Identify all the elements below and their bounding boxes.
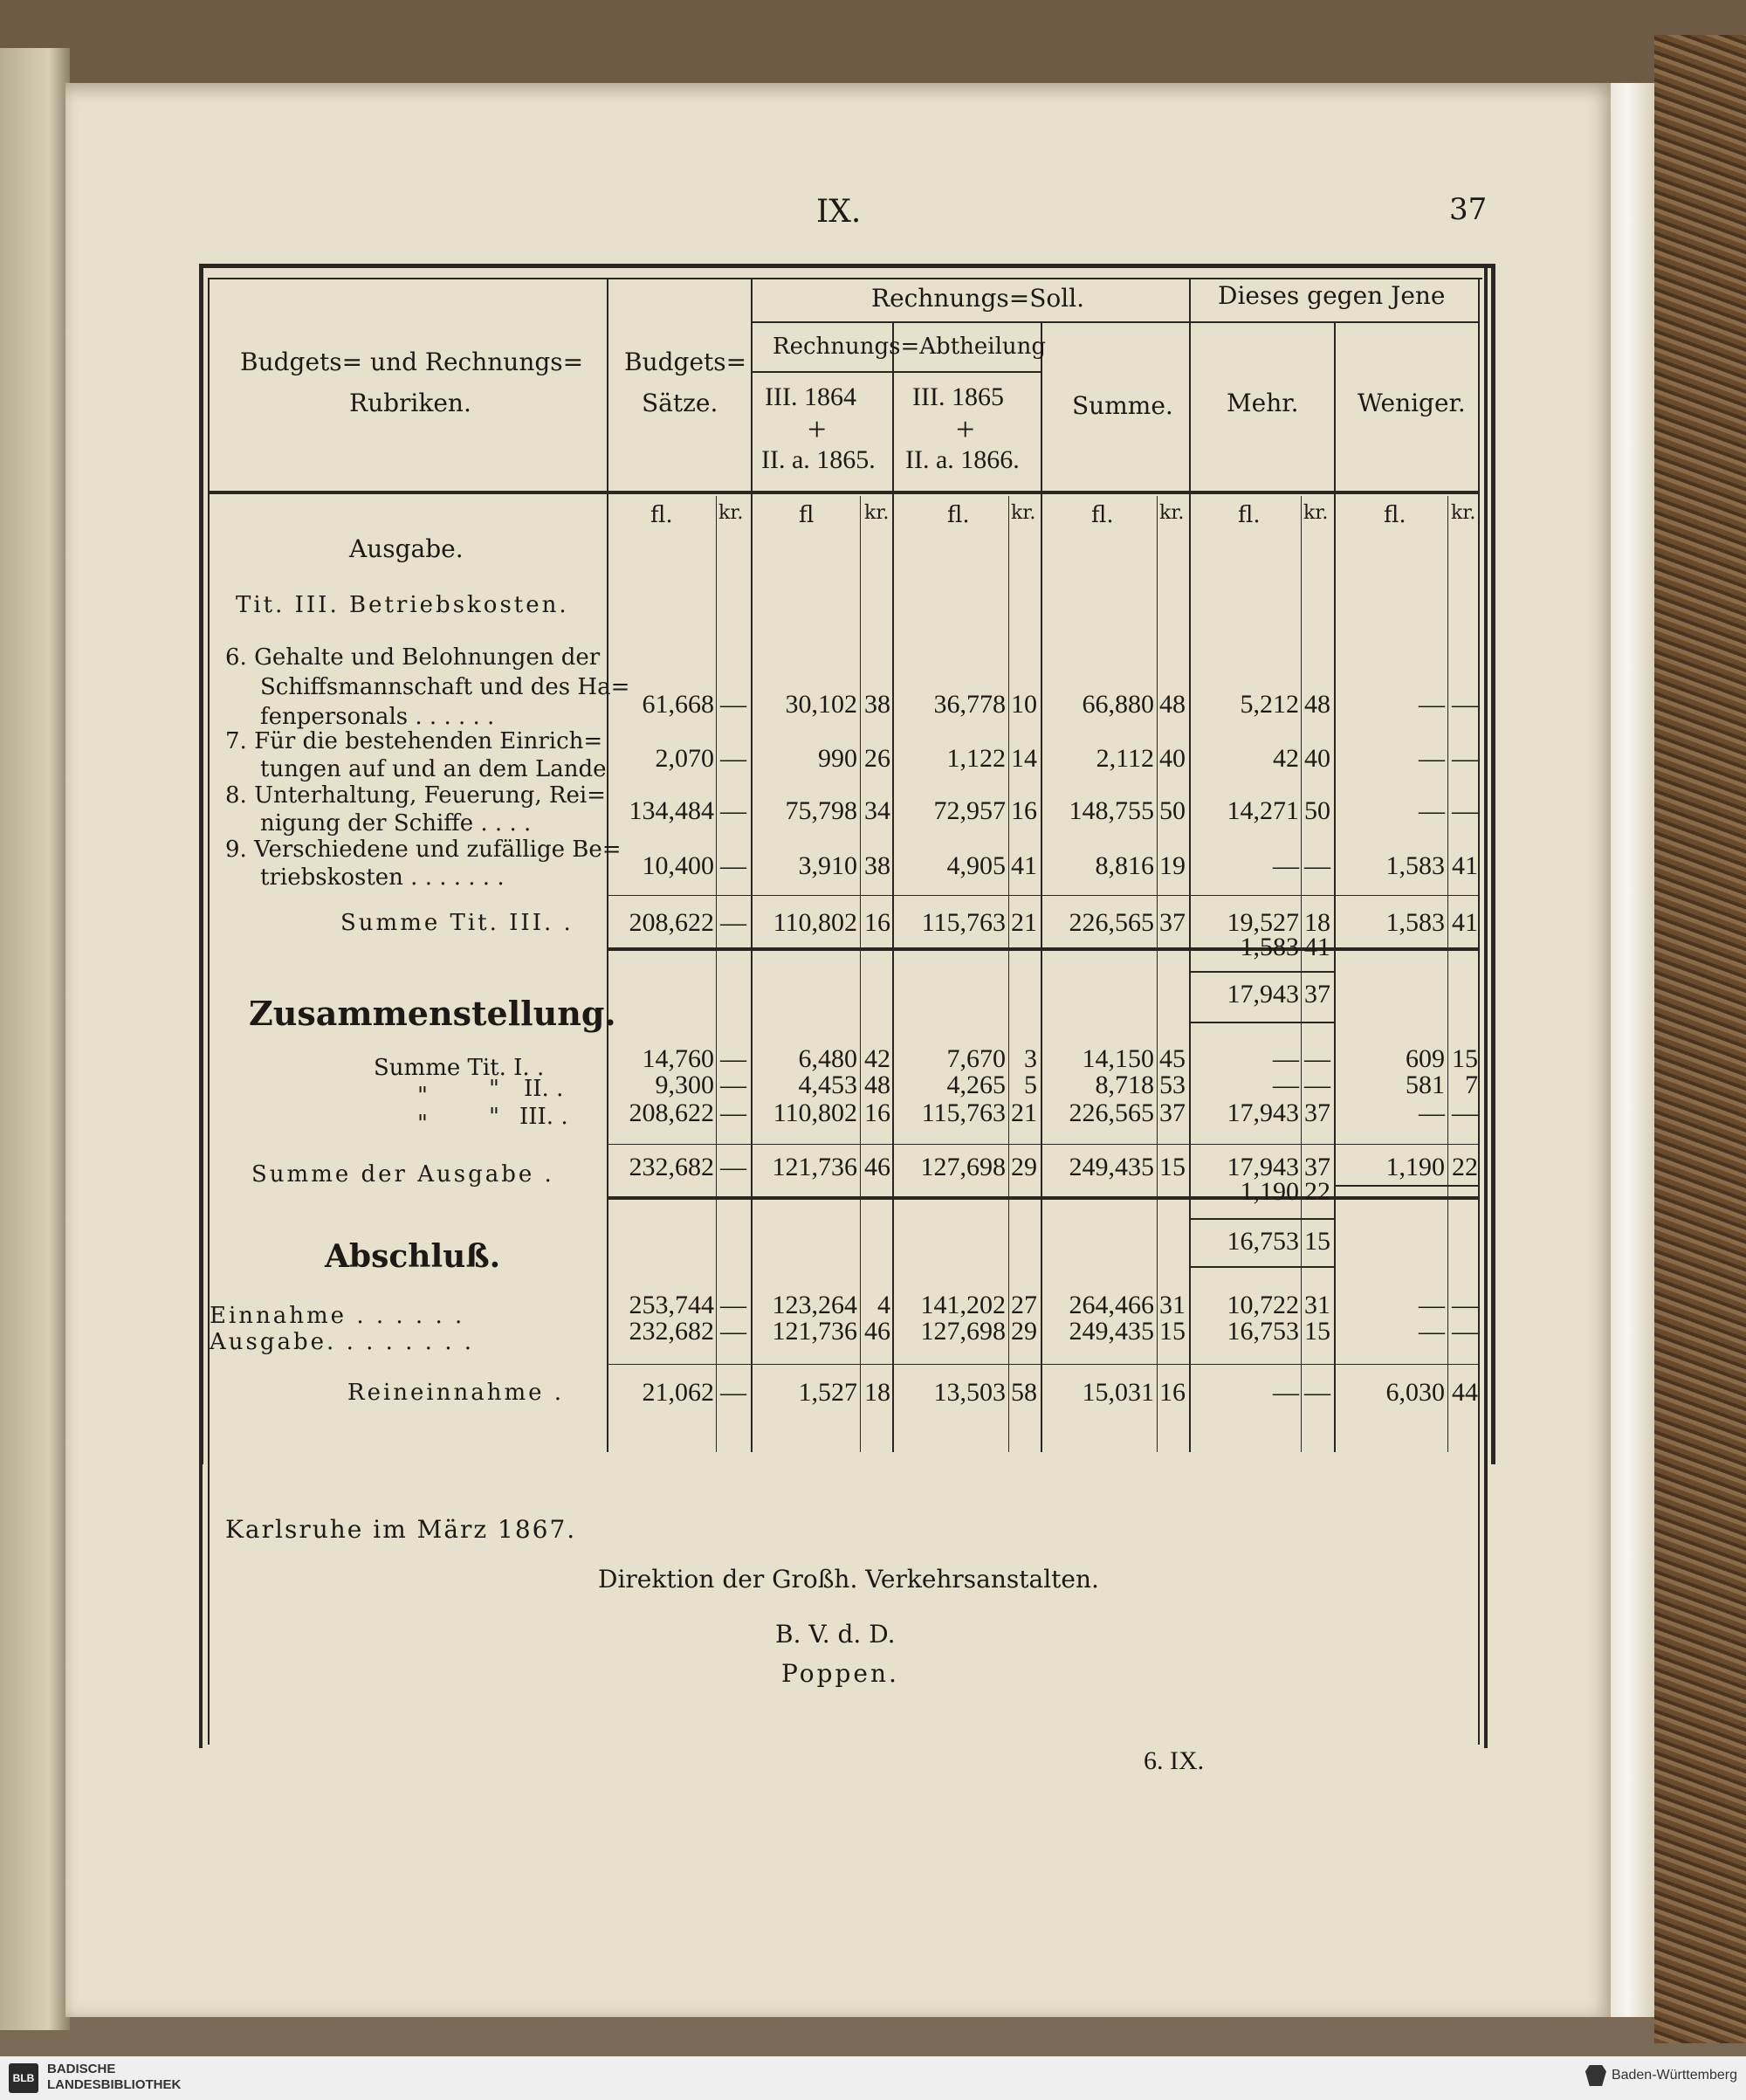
label-item6-1: 6. Gehalte und Belohnungen der	[225, 644, 601, 671]
table-cell: 21	[1011, 908, 1037, 937]
table-cell: 1,583	[1385, 908, 1445, 937]
row-rule	[1189, 1266, 1334, 1268]
col-rule	[607, 278, 608, 1452]
header-mehr: Mehr.	[1227, 389, 1299, 417]
table-cell: 46	[864, 1317, 890, 1346]
table-cell: —	[720, 908, 746, 937]
table-cell: —	[720, 1378, 746, 1407]
place-date: Karlsruhe im März 1867.	[225, 1515, 577, 1544]
label-einnahme: Einnahme . . . . . .	[210, 1303, 465, 1329]
table-cell: 1,583	[1385, 851, 1445, 880]
header-rubrik-2: Rubriken.	[349, 389, 471, 417]
label-item8-1: 8. Unterhaltung, Feuerung, Rei=	[225, 782, 606, 809]
table-cell: 61,668	[642, 690, 714, 719]
table-cell: 208,622	[629, 908, 714, 937]
table-cell: 53	[1159, 1071, 1186, 1099]
table-cell: 15	[1452, 1044, 1478, 1073]
label-summe-tit1: Summe Tit. I. .	[374, 1055, 545, 1081]
table-cell: 127,698	[920, 1153, 1006, 1181]
label-zusammenstellung: Zusammenstellung.	[249, 994, 616, 1033]
table-cell: 14,760	[642, 1044, 714, 1073]
table-cell: 14	[1011, 744, 1037, 773]
table-cell: 48	[864, 1071, 890, 1099]
table-cell: 253,744	[629, 1291, 714, 1319]
table-cell: 48	[1304, 690, 1330, 719]
signature-name: Poppen.	[781, 1659, 899, 1688]
row-rule	[607, 895, 1478, 896]
table-cell: 16	[1011, 796, 1037, 825]
table-cell: 14,271	[1227, 796, 1299, 825]
kr-rule	[1447, 496, 1448, 1452]
authority-abbr: B. V. d. D.	[775, 1620, 896, 1649]
table-cell: —	[720, 1153, 746, 1181]
table-cell: 134,484	[629, 796, 714, 825]
col-rule	[751, 278, 753, 1452]
row-rule	[1189, 1022, 1334, 1023]
table-cell: —	[720, 1317, 746, 1346]
col-rule	[1189, 278, 1191, 1452]
table-cell: 22	[1304, 1177, 1330, 1206]
table-cell: 37	[1159, 908, 1186, 937]
table-cell: 37	[1159, 1098, 1186, 1127]
table-cell: —	[1304, 1071, 1330, 1099]
label-ditto: "	[489, 1104, 499, 1130]
label-ausgabe2: Ausgabe. . . . . . . .	[210, 1329, 475, 1355]
unit-fl: fl.	[947, 502, 970, 528]
table-cell: 17,943	[1227, 1153, 1299, 1181]
table-cell: —	[1273, 1378, 1299, 1407]
table-cell: —	[720, 1098, 746, 1127]
unit-kr: kr.	[1011, 502, 1036, 524]
table-cell: 110,802	[773, 1098, 857, 1127]
table-cell: —	[1419, 1317, 1445, 1346]
unit-kr: kr.	[1159, 502, 1185, 524]
label-reineinnahme: Reineinnahme .	[347, 1380, 565, 1406]
table-cell: 17,943	[1227, 980, 1299, 1009]
kr-rule	[1008, 496, 1009, 1452]
table-cell: 37	[1304, 1153, 1330, 1181]
table-cell: —	[1304, 1044, 1330, 1073]
table-cell: —	[1452, 690, 1478, 719]
table-cell: 38	[864, 690, 890, 719]
table-cell: 18	[864, 1378, 890, 1407]
table-cell: 226,565	[1069, 1098, 1154, 1127]
table-cell: 15	[1159, 1317, 1186, 1346]
left-outer-rule	[199, 264, 203, 1748]
table-cell: 10	[1011, 690, 1037, 719]
table-cell: 40	[1159, 744, 1186, 773]
table-cell: 1,583	[1240, 933, 1299, 961]
signature-mark: 6. IX.	[1144, 1746, 1205, 1775]
table-cell: 3	[1024, 1044, 1037, 1073]
table-cell: 115,763	[921, 1098, 1006, 1127]
header-abt1-plus: +	[808, 411, 827, 448]
table-cell: 45	[1159, 1044, 1186, 1073]
label-ditto: "	[417, 1111, 428, 1137]
table-cell: 14,150	[1082, 1044, 1154, 1073]
label-ausgabe: Ausgabe.	[349, 534, 464, 563]
table-cell: 4,453	[798, 1071, 857, 1099]
table-cell: —	[1273, 1071, 1299, 1099]
table-cell: 127,698	[920, 1317, 1006, 1346]
page-stack-edge	[1611, 83, 1654, 2017]
header-dieses-gegen-jene: Dieses gegen Jene	[1218, 281, 1446, 310]
table-cell: 5	[1024, 1071, 1037, 1099]
table-cell: 141,202	[920, 1291, 1006, 1319]
table-cell: 17,943	[1227, 1098, 1299, 1127]
header-weniger: Weniger.	[1358, 389, 1466, 417]
row-rule	[607, 947, 1478, 951]
table-cell: 29	[1011, 1317, 1037, 1346]
table-cell: —	[1452, 796, 1478, 825]
table-cell: 581	[1406, 1071, 1445, 1099]
table-cell: 110,802	[773, 908, 857, 937]
table-cell: —	[1304, 1378, 1330, 1407]
table-cell: 249,435	[1069, 1317, 1154, 1346]
table-cell: 4	[877, 1291, 890, 1319]
table-cell: 48	[1159, 690, 1186, 719]
table-cell: —	[1419, 744, 1445, 773]
table-cell: 41	[1011, 851, 1037, 880]
right-outer-rule	[1484, 264, 1488, 1748]
label-tit3: Tit. III. Betriebskosten.	[236, 592, 569, 618]
header-abt1-line2: II. a. 1865.	[761, 445, 876, 474]
table-cell: 46	[864, 1153, 890, 1181]
table-cell: 264,466	[1069, 1291, 1154, 1319]
table-cell: 16	[1159, 1378, 1186, 1407]
label-item8-2: nigung der Schiffe . . . .	[260, 810, 532, 837]
label-item7-1: 7. Für die bestehenden Einrich=	[225, 728, 603, 754]
kr-rule	[1301, 496, 1302, 1452]
table-cell: 72,957	[933, 796, 1006, 825]
table-cell: —	[1304, 851, 1330, 880]
table-cell: 22	[1452, 1153, 1478, 1181]
header-rechnungs-abtheilung: Rechnungs=Abtheilung	[773, 334, 1047, 360]
table-cell: 232,682	[629, 1317, 714, 1346]
table-cell: 208,622	[629, 1098, 714, 1127]
table-cell: 19,527	[1227, 908, 1299, 937]
header-top-rule	[208, 278, 1482, 279]
unit-fl: fl.	[1091, 502, 1114, 528]
blb-name-line2: LANDESBIBLIOTHEK	[47, 2077, 182, 2092]
blb-logo-icon: BLB	[9, 2063, 38, 2093]
blb-name-line1: BADISCHE	[47, 2062, 116, 2076]
unit-kr: kr.	[1451, 502, 1476, 524]
table-cell: 37	[1304, 980, 1330, 1009]
row-rule	[1189, 971, 1334, 973]
table-cell: 1,190	[1385, 1153, 1445, 1181]
table-cell: —	[1419, 1098, 1445, 1127]
bw-logo	[1585, 2065, 1737, 2086]
table-cell: 249,435	[1069, 1153, 1154, 1181]
unit-kr: kr.	[718, 502, 744, 524]
table-cell: —	[1419, 1291, 1445, 1319]
table-cell: 6,480	[798, 1044, 857, 1073]
table-cell: 40	[1304, 744, 1330, 773]
table-cell: 7	[1465, 1071, 1478, 1099]
table-cell: 232,682	[629, 1153, 714, 1181]
table-cell: 58	[1011, 1378, 1037, 1407]
table-cell: 21	[1011, 1098, 1037, 1127]
table-cell: —	[720, 1044, 746, 1073]
table-cell: 15	[1159, 1153, 1186, 1181]
unit-kr: kr.	[1303, 502, 1329, 524]
table-cell: —	[720, 690, 746, 719]
table-cell: 44	[1452, 1378, 1478, 1407]
left-inner-rule	[208, 278, 210, 1745]
table-cell: 21,062	[642, 1378, 714, 1407]
right-inner-rule	[1478, 278, 1480, 1745]
left-page-edge	[0, 48, 70, 2030]
authority: Direktion der Großh. Verkehrsanstalten.	[598, 1565, 1099, 1594]
header-rule	[751, 371, 1041, 373]
unit-kr: kr.	[864, 502, 890, 524]
table-cell: 1,122	[946, 744, 1006, 773]
header-rule	[751, 321, 1480, 323]
row-rule	[1189, 1218, 1334, 1220]
table-cell: 9,300	[655, 1071, 714, 1099]
table-cell: 4,265	[946, 1071, 1006, 1099]
table-cell: 16	[864, 1098, 890, 1127]
unit-fl: fl	[799, 502, 815, 528]
table-cell: —	[720, 744, 746, 773]
table-cell: 16	[864, 908, 890, 937]
table-cell: —	[1452, 1317, 1478, 1346]
table-cell: —	[1419, 796, 1445, 825]
table-cell: 3,910	[798, 851, 857, 880]
table-cell: 37	[1304, 1098, 1330, 1127]
table-cell: 50	[1304, 796, 1330, 825]
row-rule	[607, 1196, 1478, 1200]
table-cell: 16,753	[1227, 1227, 1299, 1256]
table-cell: 10,400	[642, 851, 714, 880]
table-cell: 8,718	[1095, 1071, 1154, 1099]
table-cell: 15	[1304, 1227, 1330, 1256]
page-number: 37	[1449, 192, 1488, 227]
table-cell: 36,778	[933, 690, 1006, 719]
table-cell: 42	[1273, 744, 1299, 773]
table-cell: 30,102	[785, 690, 857, 719]
table-cell: 19	[1159, 851, 1186, 880]
bw-name: Baden-Württemberg	[1611, 2068, 1737, 2083]
table-cell: —	[720, 1071, 746, 1099]
header-abt2-line2: II. a. 1866.	[905, 445, 1020, 474]
row-rule	[1334, 1185, 1478, 1187]
table-cell: 8,816	[1095, 851, 1154, 880]
table-cell: 42	[864, 1044, 890, 1073]
table-cell: 5,212	[1240, 690, 1299, 719]
table-cell: —	[720, 796, 746, 825]
table-cell: 121,736	[772, 1317, 857, 1346]
table-cell: 226,565	[1069, 908, 1154, 937]
table-cell: 41	[1452, 851, 1478, 880]
table-cell: 41	[1304, 933, 1330, 961]
label-summe-ausgabe: Summe der Ausgabe .	[251, 1161, 554, 1188]
table-cell: 1,527	[798, 1378, 857, 1407]
table-cell: 990	[818, 744, 857, 773]
unit-fl: fl.	[1384, 502, 1406, 528]
table-cell: 34	[864, 796, 890, 825]
table-cell: 75,798	[785, 796, 857, 825]
table-cell: —	[720, 1291, 746, 1319]
viewer-footer	[0, 2056, 1746, 2100]
table-cell: 1,190	[1240, 1177, 1299, 1206]
header-abt1-line1: III. 1864	[765, 382, 856, 411]
table-cell: 148,755	[1069, 796, 1154, 825]
label-item9-1: 9. Verschiedene und zufällige Be=	[225, 837, 622, 863]
table-cell: 15,031	[1082, 1378, 1154, 1407]
label-tit3b: III. .	[519, 1104, 568, 1130]
header-rechnungs-soll: Rechnungs=Soll.	[871, 284, 1085, 313]
blb-name	[47, 2062, 181, 2093]
table-cell: 6,030	[1385, 1378, 1445, 1407]
table-cell: 16,753	[1227, 1317, 1299, 1346]
table-cell: 10,722	[1227, 1291, 1299, 1319]
table-cell: 50	[1159, 796, 1186, 825]
kr-rule	[716, 496, 717, 1452]
table-cell: 115,763	[921, 908, 1006, 937]
table-cell: 123,264	[772, 1291, 857, 1319]
table-cell: 38	[864, 851, 890, 880]
header-summe: Summe.	[1072, 391, 1173, 420]
table-cell: 4,905	[946, 851, 1006, 880]
table-cell: 29	[1011, 1153, 1037, 1181]
row-rule	[607, 1364, 1478, 1365]
unit-fl: fl.	[1238, 502, 1261, 528]
table-cell: —	[1452, 744, 1478, 773]
table-cell: —	[1419, 690, 1445, 719]
section-title: IX.	[816, 194, 862, 230]
kr-rule	[860, 496, 861, 1452]
header-budget-1: Budgets=	[624, 348, 747, 376]
table-cell: 26	[864, 744, 890, 773]
header-abt2-line1: III. 1865	[912, 382, 1004, 411]
table-cell: 15	[1304, 1317, 1330, 1346]
table-cell: 31	[1159, 1291, 1186, 1319]
header-bottom-rule	[208, 491, 1478, 494]
table-cell: 2,070	[655, 744, 714, 773]
row-rule	[607, 1144, 1478, 1145]
label-item7-2: tungen auf und an dem Lande	[260, 756, 607, 782]
table-cell: —	[1452, 1098, 1478, 1127]
table-cell: 41	[1452, 908, 1478, 937]
table-cell: —	[1273, 851, 1299, 880]
label-summe-tit3: Summe Tit. III. .	[340, 910, 574, 936]
table-cell: 13,503	[933, 1378, 1006, 1407]
table-cell: —	[720, 851, 746, 880]
table-cell: 2,112	[1096, 744, 1154, 773]
header-rubrik-1: Budgets= und Rechnungs=	[240, 348, 584, 376]
label-ditto: "	[489, 1076, 499, 1102]
header-abt2-plus: +	[956, 411, 975, 448]
label-tit2: II. .	[524, 1076, 564, 1102]
label-item9-2: triebskosten . . . . . . .	[260, 864, 505, 891]
table-cell: 18	[1304, 908, 1330, 937]
label-item6-2: Schiffsmannschaft und des Ha=	[260, 674, 630, 700]
header-budget-2: Sätze.	[642, 389, 718, 417]
table-cell: 27	[1011, 1291, 1037, 1319]
unit-fl: fl.	[650, 502, 673, 528]
label-item6-3: fenpersonals . . . . . .	[260, 704, 495, 730]
kr-rule	[1157, 496, 1158, 1452]
table-cell: —	[1273, 1044, 1299, 1073]
bw-crest-icon	[1585, 2065, 1606, 2086]
table-cell: 66,880	[1082, 690, 1154, 719]
table-cell: 121,736	[772, 1153, 857, 1181]
book-cover	[1654, 35, 1746, 2043]
table-cell: 609	[1406, 1044, 1445, 1073]
label-ditto: "	[417, 1083, 428, 1109]
label-abschluss: Abschluß.	[325, 1238, 501, 1275]
table-cell: —	[1452, 1291, 1478, 1319]
table-cell: 7,670	[946, 1044, 1006, 1073]
table-cell: 31	[1304, 1291, 1330, 1319]
